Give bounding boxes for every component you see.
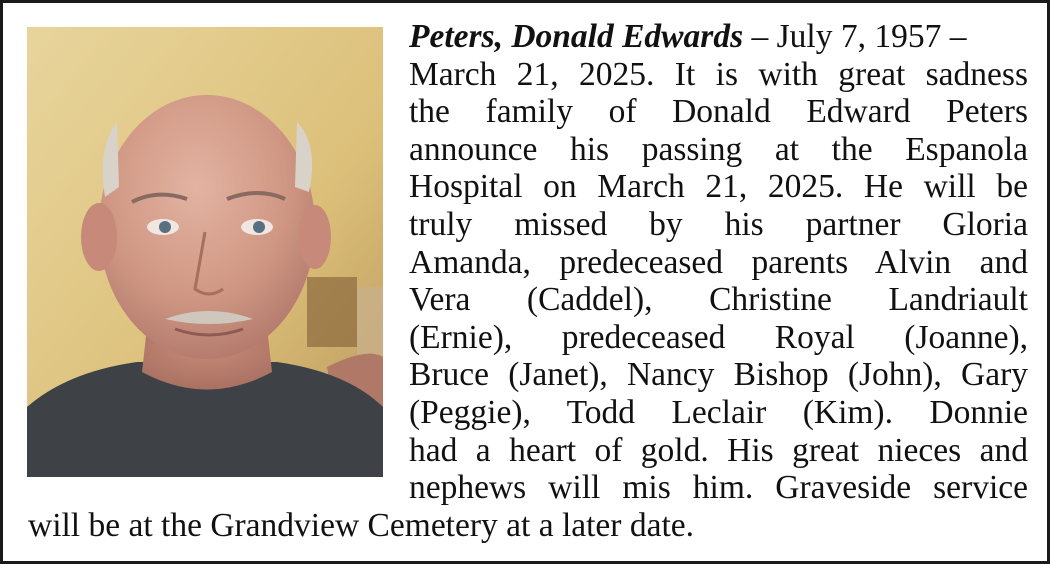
text-line-14: will be at the Grandview Cemetery at a later date.: [28, 506, 694, 544]
text-line-11: (Peggie), Todd Leclair (Kim). Donnie: [409, 394, 1028, 431]
text-line-1: [409, 18, 1028, 56]
text-line-8: Vera (Caddel), Christine Landriault: [409, 281, 1028, 319]
text-line-4: announce his passing at the Espanola: [409, 130, 1028, 168]
text-line-9: (Ernie), predeceased Royal (Joanne),: [409, 318, 1028, 356]
date-range-start: – July 7, 1957 –: [743, 18, 967, 55]
text-line-3: the family of Donald Edward Peters: [409, 93, 1028, 131]
text-line-6: truly missed by his partner Gloria: [409, 206, 1028, 243]
text-line-7: Amanda, predeceased parents Alvin and: [409, 243, 1028, 281]
text-line-2: March 21, 2025. It is with great sadness: [409, 55, 1028, 93]
obituary-text: [0, 18, 1050, 558]
text-line-5: Hospital on March 21, 2025. He will be: [409, 168, 1028, 206]
text-line-12: had a heart of gold. His great nieces and: [409, 431, 1028, 469]
text-line-10: Bruce (Janet), Nancy Bishop (John), Gary: [409, 356, 1028, 394]
text-line-13: nephews will mis him. Graveside service: [409, 469, 1028, 507]
deceased-name: Peters, Donald Edwards: [409, 18, 744, 55]
